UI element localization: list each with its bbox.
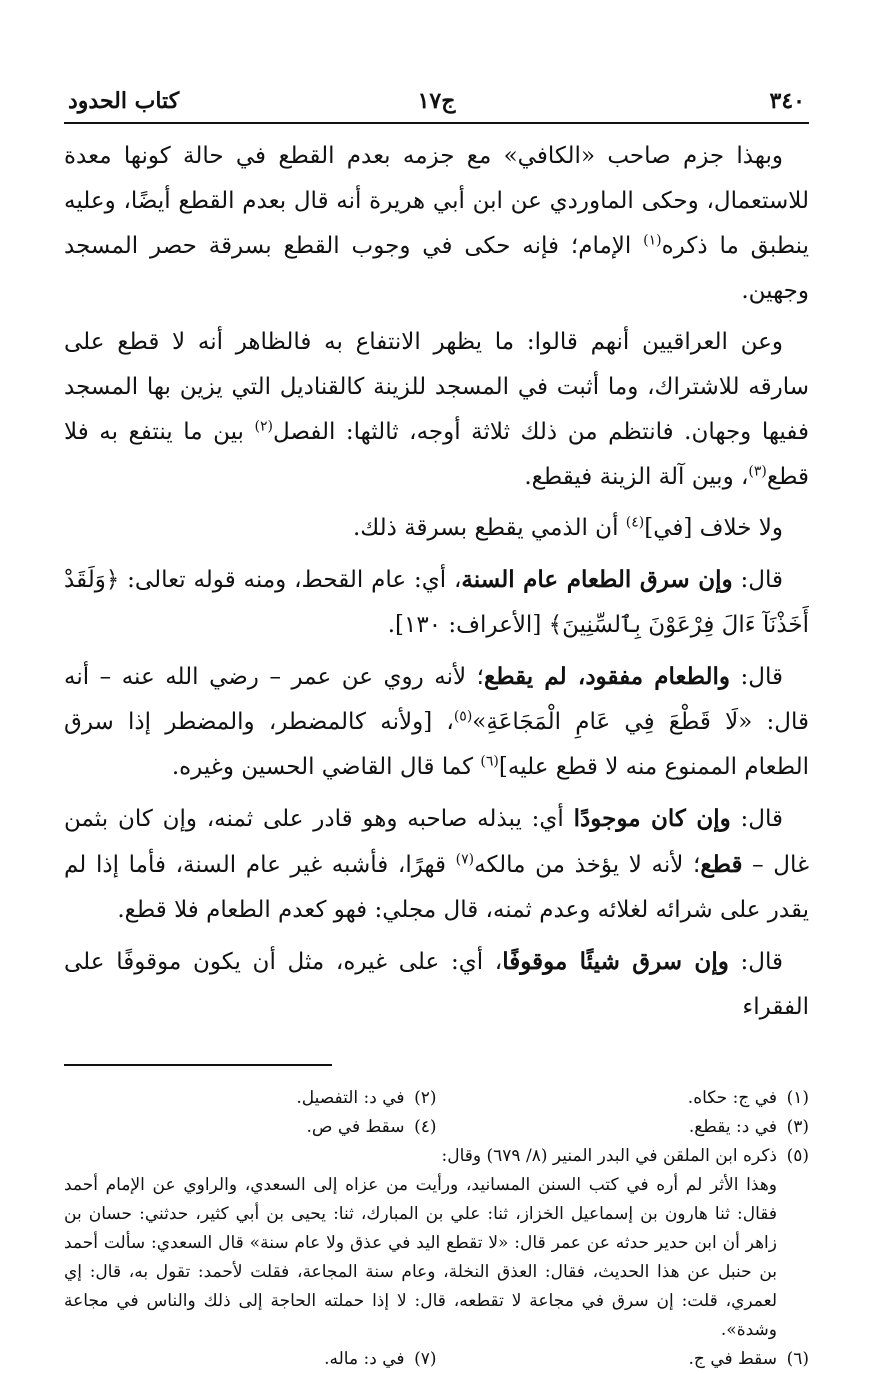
footnote-ref-4[interactable]: (٤) [625,514,645,531]
paragraph-1: وبهذا جزم صاحب «الكافي» مع جزمه بعدم القطع في حالة كونها معدة للاستعمال، وحكى الماوردي عن ابن أبي هريرة أنه قال بعدم القطع أيضًا، وعليه ينطبق ما ذكره$^{(١)}$ الإمام؛ فإنه حكى في وجوب القطع بسرقة حصر المسجد وجهين. [64,143,809,304]
paragraph-6: قال: وإن كان موجودًا أي: يبذله صاحبه وهو قادر على ثمنه، وإن كان بثمن غال – قطع؛ لأنه لا يؤخذ من مالكه$^{(٧)}$ قهرًا، فأشبه غير عام السنة، فأما إذا لم يقدر على شرائه لغلائه وعدم ثمنه، قال مجلي: فهو كعدم الطعام فلا قطع. [64,805,809,923]
footnote-ref-5[interactable]: (٥) [453,708,473,725]
footnote-7: (٧)في د: ماله. [324,1349,437,1369]
footnote-ref-2[interactable]: (٢) [254,418,273,435]
footnote-5: (٥)ذكره ابن الملقن في البدر المنير (٨/ ٦٧٩) وقال: وهذا الأثر لم أره في كتب السنن المسانيد، ورأيت من عزاه إلى السعدي، والراوي عن الإمام أحمد فقال: ثنا هارون بن إسماعيل الخزاز، ثنا: علي بن المبارك، ثنا: يحيى بن أبي كثير، حدثني: حسان بن زاهر أن ابن حدير حدثه عن عمر قال: «لا تقطع اليد في عذق ولا عام سنة» قال السعدي: سألت أحمد بن حنبل عن هذا الحديث، فقال: العذق النخلة، وعام سنة المجاعة، فقلت لأحمد: تقول به، قال: إي لعمري، قلت: إن سرق في مجاعة لا تقطعه، قال: لا إذا حملته الحاجة إلى ذلك والناس في مجاعة وشدة». [64,1142,809,1345]
paragraph-4: قال: وإن سرق الطعام عام السنة، أي: عام القحط، ومنه قوله تعالى: ﴿وَلَقَدْ أَخَذْنَآ ءَالَ فِرْعَوْنَ بِٱلسِّنِينَ﴾ [الأعراف: ١٣٠]. [64,566,809,638]
footnote-row [64,1345,809,1374]
paragraph-2: وعن العراقيين أنهم قالوا: ما يظهر الانتفاع به فالظاهر أنه لا قطع على سارقه للاشتراك، وما أثبت في المسجد للزينة كالقناديل التي يزين بها المسجد ففيها وجهان. فانتظم من ذلك ثلاثة أوجه، ثالثها: الفصل$^{(٢)}$ بين ما ينتفع به فلا قطع$^{(٣)}$، وبين آلة الزينة فيقطع. [64,329,809,490]
footnote-1: (١)في ج: حكاه. [687,1088,809,1108]
footnote-row [64,1113,809,1142]
footnote-6: (٦)سقط في ج. [688,1349,809,1369]
matn-text: وإن كان موجودًا [573,805,731,832]
footnote-ref-3[interactable]: (٣) [748,463,767,480]
book-title: كتاب الحدود [68,88,180,114]
paragraph-5: قال: والطعام مفقود، لم يقطع؛ لأنه روي عن عمر – رضي الله عنه – أنه قال: «لَا قَطْعَ فِي عَامِ الْمَجَاعَةِ»$^{(٥)}$، [ولأنه كالمضطر، والمضطر إذا سرق الطعام الممنوع منه لا قطع عليه]$^{(٦)}$ كما قال القاضي الحسين وغيره. [64,663,810,780]
page-number: ٣٤٠ [769,88,805,114]
footnote-ref-7[interactable]: (٧) [455,851,475,868]
footnote-ref-6[interactable]: (٦) [480,753,499,770]
main-text [64,134,809,1030]
matn-text: قطع [700,851,743,878]
matn-text: والطعام مفقود، لم يقطع [483,663,730,690]
footnote-5-quote: وهذا الأثر لم أره في كتب السنن المسانيد، ورأيت من عزاه إلى السعدي، والراوي عن الإمام أحمد فقال: ثنا هارون بن إسماعيل الخزاز، ثنا: علي بن المبارك، ثنا: يحيى بن أبي كثير، حدثني: حسان بن زاهر أن ابن حدير حدثه عن عمر قال: «لا تقطع اليد في عذق ولا عام سنة» قال السعدي: سألت أحمد بن حنبل عن هذا الحديث، فقال: العذق النخلة، وعام سنة المجاعة، فقلت لأحمد: تقول به، قال: إي لعمري، قلت: إن سرق في مجاعة لا تقطعه، قال: لا إذا حملته الحاجة إلى ذلك والناس في مجاعة وشدة». [64,1175,777,1340]
footnote-separator [64,1064,332,1066]
page-header [64,82,809,124]
paragraph-7: قال: وإن سرق شيئًا موقوفًا، أي: على غيره، مثل أن يكون موقوفًا على الفقراء [64,948,809,1020]
volume-label: ج١٧ [417,88,456,114]
footnote-ref-1[interactable]: (١) [643,232,662,249]
footnote-2: (٢)في د: التفصيل. [296,1088,437,1108]
footnote-3: (٣)في د: يقطع. [688,1117,809,1137]
footnotes [64,1084,809,1374]
footnote-row [64,1084,809,1113]
matn-text: وإن سرق الطعام عام السنة [461,566,733,593]
footnote-4: (٤)سقط في ص. [306,1117,437,1137]
matn-text: وإن سرق شيئًا موقوفًا [502,948,729,975]
paragraph-3: ولا خلاف [في]$^{(٤)}$ أن الذمي يقطع بسرقة ذلك. [352,514,783,541]
